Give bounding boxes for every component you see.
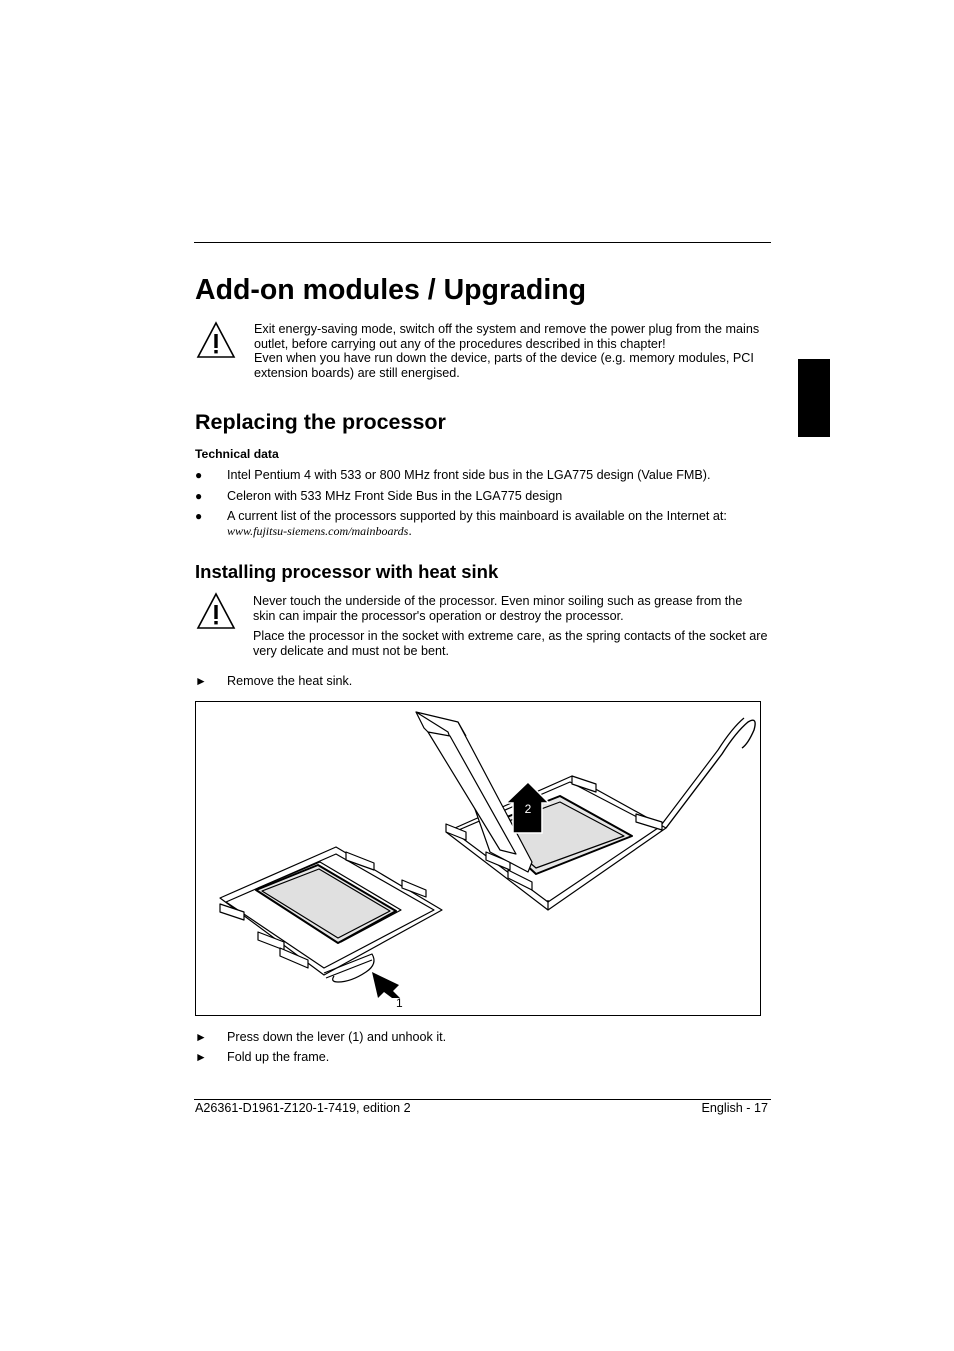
page-title: Add-on modules / Upgrading <box>195 274 587 306</box>
header-rule <box>194 242 771 243</box>
footer-page-number: English - 17 <box>701 1101 768 1115</box>
url-suffix: . <box>408 524 412 538</box>
figure-cpu-socket <box>195 701 761 1016</box>
chapter-thumb-tab <box>798 359 830 437</box>
technical-data-label: Technical data <box>195 447 279 461</box>
bullet-marker: ● <box>195 468 203 482</box>
warning-energy-text <box>254 322 769 381</box>
list-item-body <box>227 509 770 539</box>
step-text: Remove the heat sink. <box>227 674 353 688</box>
footer-doc-id: A26361-D1961-Z120-1-7419, edition 2 <box>195 1101 411 1115</box>
mainboards-link[interactable]: www.fujitsu-siemens.com/mainboards <box>227 524 409 538</box>
subsection-title: Installing processor with heat sink <box>195 561 499 582</box>
list-item <box>195 468 770 484</box>
step-arrow-icon: ► <box>195 674 207 688</box>
step-item <box>195 1030 770 1046</box>
callout-label-1: 1 <box>396 996 403 1010</box>
step-item <box>195 1050 770 1066</box>
warning-triangle-icon <box>196 592 236 635</box>
list-item-text: A current list of the processors supported by this mainboard is available on the Internet at: <box>227 509 727 523</box>
callout-label-2: 2 <box>524 802 532 816</box>
section-title: Replacing the processor <box>195 410 446 434</box>
step-item <box>195 674 770 690</box>
warning-paragraph: Place the processor in the socket with extreme care, as the spring contacts of the socket are very delicate and must not be bent. <box>253 629 768 659</box>
warning-line: Even when you have run down the device, parts of the device (e.g. memory modules, PCI extension boards) are still energised. <box>254 351 754 381</box>
step-arrow-icon: ► <box>195 1030 207 1044</box>
list-item-text: Intel Pentium 4 with 533 or 800 MHz front side bus in the LGA775 design (Value FMB). <box>227 468 711 482</box>
step-arrow-icon: ► <box>195 1050 207 1064</box>
list-item-text: Celeron with 533 MHz Front Side Bus in the LGA775 design <box>227 489 563 503</box>
step-text: Press down the lever (1) and unhook it. <box>227 1030 447 1044</box>
bullet-marker: ● <box>195 509 203 523</box>
warning-line: Exit energy-saving mode, switch off the system and remove the power plug from the mains outlet, before carrying out any of the procedures described in this chapter! <box>254 322 760 351</box>
footer-rule <box>194 1099 771 1100</box>
warning-handling-text <box>253 594 768 659</box>
bullet-marker: ● <box>195 489 203 503</box>
socket-illustration <box>196 702 760 1015</box>
list-item <box>195 489 770 505</box>
list-item <box>195 509 770 541</box>
callout-arrow-1-icon <box>372 972 400 998</box>
step-text: Fold up the frame. <box>227 1050 330 1064</box>
warning-paragraph: Never touch the underside of the processor. Even minor soiling such as grease from the skin can impair the processor's operation or destroy the processor. <box>253 594 743 623</box>
warning-triangle-icon <box>196 321 236 364</box>
